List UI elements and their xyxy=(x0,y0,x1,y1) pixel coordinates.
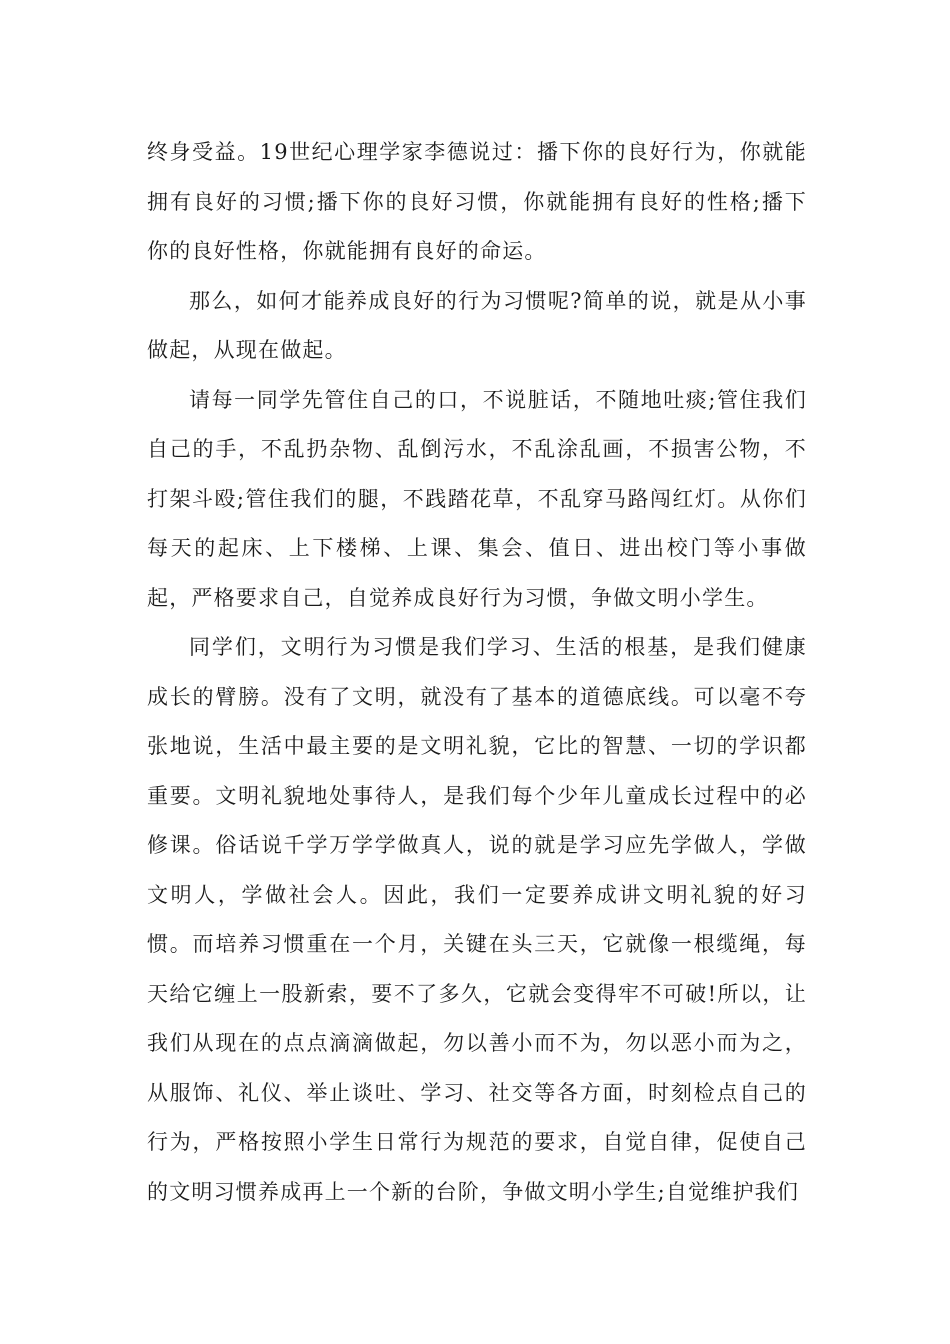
paragraph-4: 同学们，文明行为习惯是我们学习、生活的根基，是我们健康成长的臂膀。没有了文明，就没有了基本的道德底线。可以毫不夸张地说，生活中最主要的是文明礼貌，它比的智慧、一切的学识都重要。文明礼貌地处事待人，是我们每个少年儿童成长过程中的必修课。俗话说千学万学学做真人，说的就是学习应先学做人，学做文明人，学做社会人。因此，我们一定要养成讲文明礼貌的好习惯。而培养习惯重在一个月，关键在头三天，它就像一根缆绳，每天给它缠上一股新索，要不了多久，它就会变得牢不可破!所以，让我们从现在的点点滴滴做起，勿以善小而不为，勿以恶小而为之，从服饰、礼仪、举止谈吐、学习、社交等各方面，时刻检点自己的行为，严格按照小学生日常行为规范的要求，自觉自律，促使自己的文明习惯养成再上一个新的台阶，争做文明小学生;自觉维护我们 xyxy=(147,635,807,1204)
paragraph-3: 请每一同学先管住自己的口，不说脏话，不随地吐痰;管住我们自己的手，不乱扔杂物、乱倒污水，不乱涂乱画，不损害公物，不打架斗殴;管住我们的腿，不践踏花草，不乱穿马路闯红灯。从你们每天的起床、上下楼梯、上课、集会、值日、进出校门等小事做起，严格要求自己，自觉养成良好行为习惯，争做文明小学生。 xyxy=(147,387,807,610)
paragraph-2: 那么，如何才能养成良好的行为习惯呢?简单的说，就是从小事做起，从现在做起。 xyxy=(147,288,807,362)
document-body xyxy=(147,128,807,1217)
paragraph-1: 终身受益。19世纪心理学家李德说过：播下你的良好行为，你就能拥有良好的习惯;播下你的良好习惯，你就能拥有良好的性格;播下你的良好性格，你就能拥有良好的命运。 xyxy=(147,140,807,263)
